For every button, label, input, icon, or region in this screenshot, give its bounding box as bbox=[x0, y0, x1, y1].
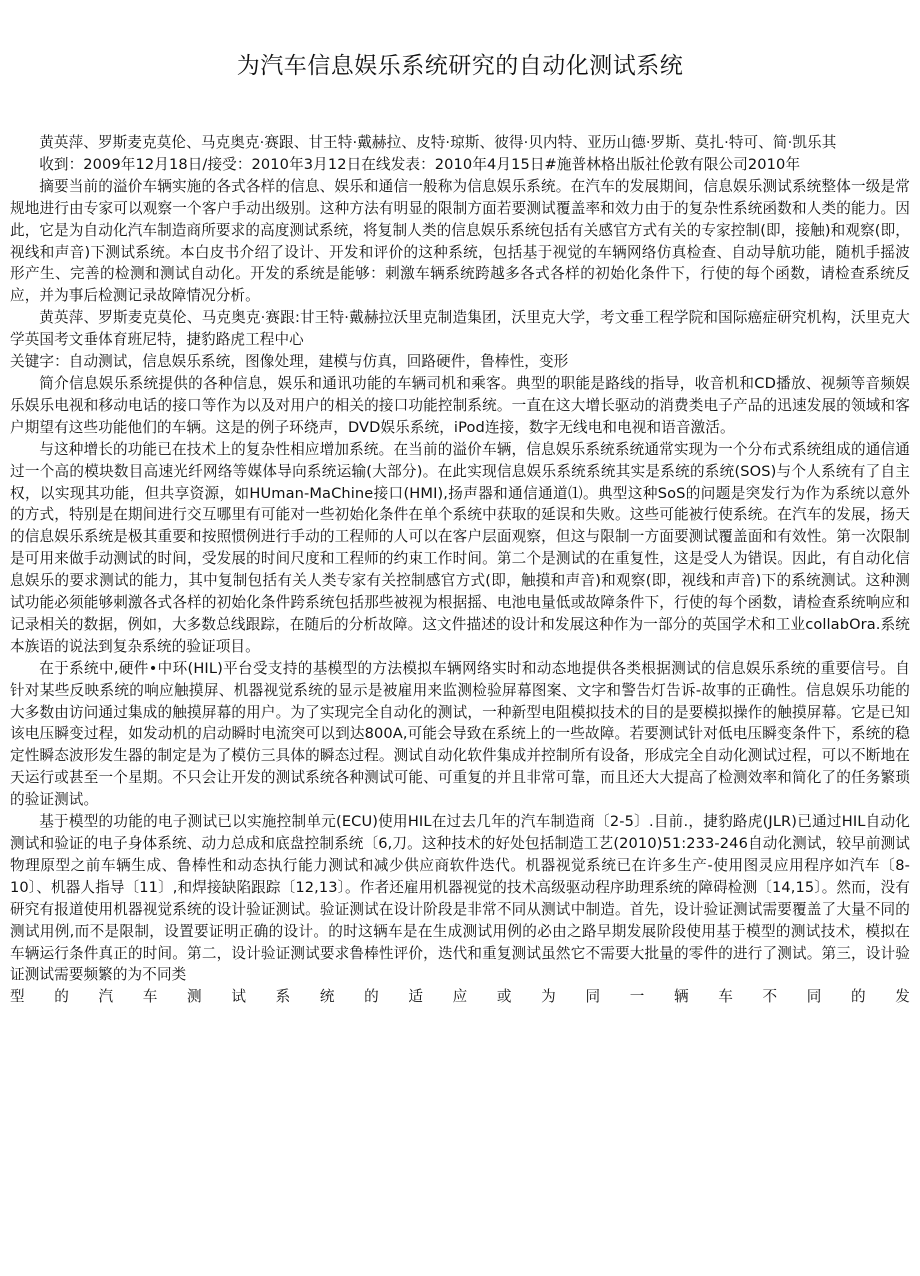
body-paragraph-4: 基于模型的功能的电子测试已以实施控制单元(ECU)使用HIL在过去几年的汽车制造商〔2-5〕.目前.，捷豹路虎(JLR)已通过HIL自动化测试和验证的电子身体系统、动力总成和底盘控制系统〔6,刀。这种技术的好处包括制造工艺(2010)51:233-246自动化测试，较早前测试物理原型之前车辆生成、鲁棒性和动态执行能力测试和减少供应商软件迭代。机器视觉系统已在许多生产-使用图灵应用程序如汽车〔8-10〕、机器人指导〔11〕,和焊接缺陷跟踪〔12,13〕。作者还雇用机器视觉的技术高级驱动程序助理系统的障碍检测〔14,15〕。然而，没有研究有报道使用机器视觉系统的设计验证测试。验证测试在设计阶段是非常不同从测试中制造。首先，设计验证测试需要覆盖了大量不同的测试用例,而不是限制，设置要证明正确的设计。的时这辆车是在生成测试用例的必由之路早期发展阶段使用基于模型的测试技术，模拟在车辆运行条件真正的时间。第二，设计验证测试要求鲁棒性评价，迭代和重复测试虽然它不需要大批量的零件的进行了测试。第三，设计验证测试需要频繁的为不同类 bbox=[10, 813, 910, 984]
body-paragraph-4-last-line: 型的汽车测试系统的适应或为同一辆车不同的发 bbox=[10, 988, 910, 1006]
keywords-line: 关键字：自动测试，信息娱乐系统，图像处理，建模与仿真，回路硬件，鲁棒性，变形 bbox=[10, 353, 569, 371]
body-paragraph-3: 在于系统中,硬件•中环(HIL)平台受支持的基模型的方法模拟车辆网络实时和动态地提供各类根据测试的信息娱乐系统的重要信号。自针对某些反映系统的响应触摸屏、机器视觉系统的显示是被雇用来监测检验屏幕图案、文字和警告灯告诉-故事的正确性。信息娱乐功能的大多数由访问通过集成的触摸屏幕的用户。为了实现完全自动化的测试，一种新型电阻模拟技术的目的是要模拟操作的触摸屏幕。它是已知该电压瞬变过程，如发动机的启动瞬时电流突可以到达800A,可能会导致在系统上的一些故障。若要测试针对低电压瞬变条件下，系统的稳定性瞬态波形发生器的制定是为了模仿三具体的瞬态过程。测试自动化软件集成并控制所有设备，形成完全自动化测试过程，可以不断地在天运行或甚至一个星期。不只会让开发的测试系统各种测试可能、可重复的并且非常可靠，而且还大大提高了检测效率和简化了的任务繁琐的验证测试。 bbox=[10, 659, 910, 809]
body-paragraph-2: 与这种增长的功能已在技术上的复杂性相应增加系统。在当前的溢价车辆，信息娱乐系统系统通常实现为一个分布式系统组成的通信通过一个高的模块数目高速光纤网络等媒体导向系统运输(大部分)。在此实现信息娱乐系统系统其实是系统的系统(SOS)与个人系统有了自主权，以实现其功能，但共享资源，如HUman-MaChine接口(HMI),扬声器和通信通道⑴。典型这种SoS的问题是突发行为作为系统以意外的方式，特别是在期间进行交互哪里有可能对一些初始化条件在单个系统中获取的延误和失败。这些可能被行使系统。在汽车的发展，扬天的信息娱乐系统是极其重要和按照惯例进行手动的工程师的人可以在客户层面观察，但这与限制一方面要测试覆盖面和有效性。第一次限制是可用来做手动测试的时间，受发展的时间尺度和工程师的约束工作时间。第二个是测试的在重复性，这是受人为错误。因此，有自动化信息娱乐的要求测试的能力，其中复制包括有关人类专家有关控制感官方式(即，触摸和声音)和观察(即，视线和声音)下的系统测试。这种测试功能必须能够刺激各式各样的初始化条件跨系统包括那些被视为根据摇、电池电量低或故障条件下，行使的每个函数，请检查系统响应和记录相关的数据，例如，大多数总线跟踪，在随后的分析故障。这文件描述的设计和发展这种作为一部分的英国学术和工业collabOra.系统本族语的说法到复杂系统的验证项目。 bbox=[10, 440, 910, 655]
intro-paragraph: 简介信息娱乐系统提供的各种信息，娱乐和通讯功能的车辆司机和乘客。典型的职能是路线的指导，收音机和CD播放、视频等音频娱乐娱乐电视和移动电话的接口等作为以及对用户的相关的接口功能控制系统。一直在这大增长驱动的消费类电子产品的迅速发展的领域和客户期望有这些功能他们的车辆。这是的例子环绕声，DVD娱乐系统，iPod连接，数字无线电和电视和语音激活。 bbox=[10, 374, 910, 436]
abstract-paragraph: 摘要当前的溢价车辆实施的各式各样的信息、娱乐和通信一般称为信息娱乐系统。在汽车的发展期间，信息娱乐测试系统整体一级是常规地进行由专家可以观察一个客户手动出级别。这种方法有明显的限制方面若要测试覆盖率和效力由于的复杂性系统函数和人类的能力。因此，它是为自动化汽车制造商所要求的高度测试系统，将复制人类的信息娱乐系统包括有关感官方式有关的专家控制(即，接触)和观察(即，视线和声音)下测试系统。本白皮书介绍了设计、开发和评价的这种系统，包括基于视觉的车辆网络仿真检查、自动导航功能，随机手摇波形产生、完善的检测和测试自动化。开发的系统是能够：刺激车辆系统跨越多各式各样的初始化条件下，行使的每个函数，请检查系统反应，并为事后检测记录故障情况分析。 bbox=[10, 177, 910, 305]
document-title: 为汽车信息娱乐系统研究的自动化测试系统 bbox=[236, 53, 684, 79]
document-body bbox=[10, 132, 910, 1008]
affiliation-paragraph: 黄英萍、罗斯麦克莫伦、马克奥克·赛跟:甘王特·戴赫拉沃里克制造集团，沃里克大学，考文垂工程学院和国际癌症研究机构，沃里克大学英国考文垂体育班尼特，捷豹路虎工程中心 bbox=[10, 309, 910, 349]
received-dates: 收到：2009年12月18日/接受：2010年3月12日在线发表：2010年4月15日#施普林格出版社伦敦有限公司2010年 bbox=[39, 155, 801, 173]
author-list: 黄英萍、罗斯麦克莫伦、马克奥克·赛跟、甘王特·戴赫拉、皮特·琼斯、彼得·贝内特、亚历山德·罗斯、莫扎·特可、简·凯乐其 bbox=[39, 134, 837, 151]
